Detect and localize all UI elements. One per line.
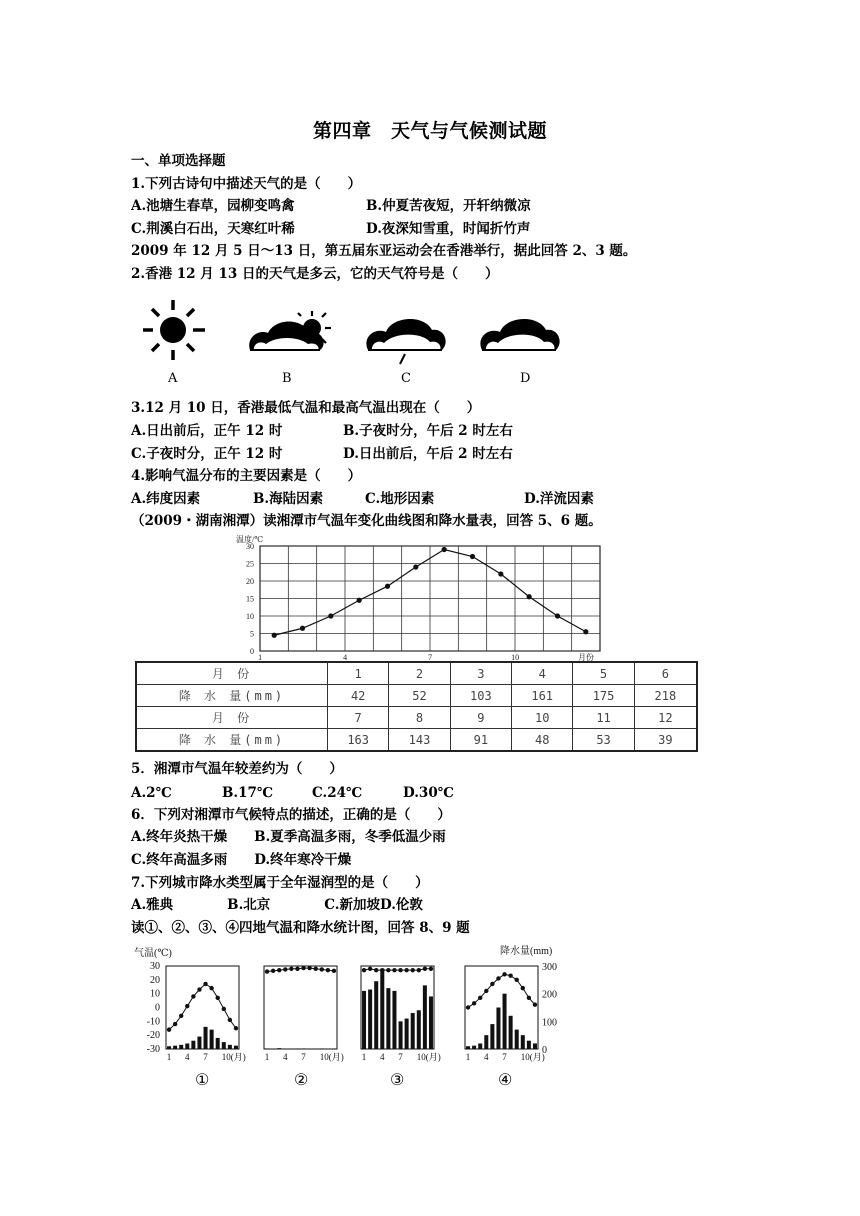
precip-bar [210, 1030, 214, 1049]
data-point [300, 626, 305, 631]
q4-option-d: D.洋流因素 [524, 491, 594, 507]
q6-options-ab: A.终年炎热干燥 B.夏季高温多雨，冬季低温少雨 [131, 829, 446, 845]
x-tick-label: 1 [465, 1052, 471, 1062]
q5-option-d: D.30℃ [403, 785, 454, 801]
table-cell: 42 [328, 685, 389, 707]
precip-bar [484, 1035, 488, 1049]
precip-bar [503, 994, 507, 1049]
temp-point [368, 967, 372, 971]
table-cell: 91 [450, 729, 511, 752]
intro-q8-q9: 读①、②、③、④四地气温和降水统计图，回答 8、9 题 [131, 920, 470, 936]
temp-point [380, 968, 384, 972]
temp-point [423, 967, 427, 971]
x-tick-label: 10 [511, 653, 520, 662]
table-row [136, 685, 697, 707]
temp-point [320, 967, 324, 971]
y2-tick-label: 0 [542, 1045, 547, 1056]
y2-tick-label: 100 [542, 1017, 557, 1029]
temp-point [216, 996, 220, 1000]
table-cell: 2 [389, 662, 450, 685]
symbol-label-c: C [401, 371, 411, 386]
question-1-stem: 1.下列古诗句中描述天气的是（ ） [131, 176, 362, 192]
y-tick-label: 5 [250, 629, 254, 639]
table-cell: 175 [573, 685, 634, 707]
data-point [470, 554, 475, 559]
intro-q2-q3: 2009 年 12 月 5 日～13 日，第五届东亚运动会在香港举行，据此回答 2、3 题。 [131, 243, 637, 259]
temp-point [295, 967, 299, 971]
data-point [413, 564, 418, 569]
table-cell: 163 [328, 729, 389, 752]
precip-bar [521, 1035, 525, 1049]
x-tick-label: 4 [283, 1052, 288, 1062]
precip-bar [496, 1008, 500, 1050]
temp-point [307, 966, 311, 970]
x-tick-label: 7 [502, 1052, 507, 1062]
y2-tick-label: 300 [542, 962, 557, 973]
chart-frame [465, 966, 538, 1049]
y-tick-label: -30 [146, 1044, 160, 1055]
y-tick-label: 0 [250, 647, 254, 656]
precip-bar [466, 1046, 470, 1049]
table-header-precip: 降 水 量(mm) [136, 685, 328, 707]
precip-bar [191, 1041, 195, 1049]
x-tick-label: 10(月) [319, 1052, 344, 1062]
x-tick-label: 7 [203, 1052, 208, 1062]
precip-bar [392, 991, 396, 1049]
precip-bar [185, 1043, 189, 1049]
x-tick-label: 10(月) [221, 1052, 246, 1062]
x-tick-label: 7 [398, 1052, 403, 1062]
table-cell: 4 [512, 662, 573, 685]
y-tick-label: 0 [155, 1002, 160, 1014]
precip-bar [173, 1046, 177, 1049]
q4-option-b: B.海陆因素 [253, 491, 324, 507]
temp-point [197, 987, 201, 991]
chart-label-3: ③ [390, 1070, 405, 1089]
table-cell: 11 [573, 707, 634, 729]
temp-point [478, 996, 482, 1000]
q1-option-d: D.夜深知雪重，时闻折竹声 [366, 221, 531, 237]
precip-bar [429, 996, 433, 1049]
temp-point [404, 968, 408, 972]
precip-bar [222, 1042, 226, 1049]
table-cell: 5 [573, 662, 634, 685]
precip-bar [417, 1010, 421, 1049]
x-tick-label: 7 [301, 1052, 306, 1062]
precip-bar [405, 1019, 409, 1049]
cloud-rain-icon [366, 319, 445, 364]
table-cell: 12 [634, 707, 697, 729]
temp-point [185, 1004, 189, 1008]
temp-point [283, 967, 287, 971]
y-tick-label: 30 [150, 961, 160, 972]
q5-option-c: C.24℃ [312, 785, 363, 801]
data-point [442, 547, 447, 552]
x-tick-label: 1 [166, 1052, 172, 1062]
table-cell: 7 [328, 707, 389, 729]
y2-tick-label: 200 [542, 989, 557, 1001]
question-7-stem: 7.下列城市降水类型属于全年湿润型的是（ ） [131, 875, 429, 891]
data-point [527, 594, 532, 599]
precip-bar [216, 1038, 220, 1049]
q1-option-b: B.仲夏苦夜短，开轩纳微凉 [366, 198, 531, 214]
table-row [136, 707, 697, 729]
table-cell: 143 [389, 729, 450, 752]
precip-bar [374, 981, 378, 1049]
x-tick-label: 1 [264, 1052, 270, 1062]
y-tick-label: 30 [246, 542, 254, 551]
y-tick-label: 10 [150, 988, 160, 1000]
table-cell: 8 [389, 707, 450, 729]
temp-point [521, 986, 525, 990]
x-tick-label: 4 [380, 1052, 385, 1062]
x-axis-label: 月份 [578, 653, 594, 662]
precip-bar [411, 1013, 415, 1049]
x-tick-label: 4 [343, 653, 348, 662]
y-axis-label: 温度/℃ [236, 535, 264, 544]
precip-bar [277, 1048, 281, 1049]
data-point [385, 584, 390, 589]
q3-option-d: D.日出前后，午后 2 时左右 [343, 446, 513, 462]
precip-bar [380, 969, 384, 1049]
temp-point [265, 969, 269, 973]
precip-bar [265, 1048, 269, 1049]
table-cell: 3 [450, 662, 511, 685]
y-tick-label: 20 [150, 974, 160, 986]
table-cell: 9 [450, 707, 511, 729]
temp-point [484, 989, 488, 993]
question-6-stem: 6．下列对湘潭市气候特点的描述，正确的是（ ） [131, 807, 451, 823]
chart-frame [166, 966, 239, 1049]
q6-options-cd: C.终年高温多雨 D.终年寒冷干燥 [131, 852, 352, 868]
intro-q5-q6: （2009・湖南湘潭）读湘潭市气温年变化曲线图和降水量表，回答 5、6 题。 [131, 513, 602, 529]
data-point [583, 629, 588, 634]
climate-charts [128, 940, 588, 1068]
data-point [272, 633, 277, 638]
q3-option-b: B.子夜时分，午后 2 时左右 [343, 423, 513, 439]
chart-label-2: ② [294, 1070, 309, 1089]
temp-point [398, 968, 402, 972]
precip-bar [167, 1046, 171, 1049]
temperature-line [169, 984, 236, 1030]
table-cell: 39 [634, 729, 697, 752]
precip-bar [515, 1030, 519, 1049]
table-cell: 161 [512, 685, 573, 707]
q3-option-c: C.子夜时分，正午 12 时 [131, 446, 283, 462]
temp-point [179, 1014, 183, 1018]
temp-point [271, 969, 275, 973]
temp-point [527, 996, 531, 1000]
y-axis-label: 气温(℃) [134, 948, 172, 959]
temp-point [496, 976, 500, 980]
symbol-label-b: B [282, 371, 292, 386]
precip-bar [478, 1043, 482, 1049]
precip-bar [368, 990, 372, 1049]
weather-symbols [130, 292, 570, 370]
precip-bar [423, 985, 427, 1049]
table-header-month: 月 份 [136, 707, 328, 729]
precip-bar [228, 1045, 232, 1049]
q1-option-a: A.池塘生春草，园柳变鸣禽 [131, 198, 295, 214]
temp-point [429, 967, 433, 971]
temp-point [392, 968, 396, 972]
temp-point [386, 968, 390, 972]
table-cell: 52 [389, 685, 450, 707]
precip-bar [295, 1048, 299, 1049]
question-3-stem: 3.12 月 10 日，香港最低气温和最高气温出现在（ ） [131, 400, 481, 416]
y-tick-label: -10 [146, 1016, 160, 1028]
precip-bar [533, 1043, 537, 1049]
y-tick-label: 25 [246, 559, 254, 569]
question-4-stem: 4.影响气温分布的主要因素是（ ） [131, 468, 362, 484]
data-point [498, 571, 503, 576]
temp-point [301, 966, 305, 970]
temp-point [533, 1003, 537, 1007]
precipitation-table [135, 661, 698, 752]
temp-point [289, 967, 293, 971]
precip-bar [399, 1021, 403, 1049]
temp-point [234, 1026, 238, 1030]
temp-point [173, 1022, 177, 1026]
temp-point [277, 968, 281, 972]
question-2-stem: 2.香港 12 月 13 日的天气是多云，它的天气符号是（ ） [131, 266, 499, 282]
x-tick-label: 1 [258, 653, 263, 662]
precip-bar [509, 1016, 513, 1049]
table-cell: 53 [573, 729, 634, 752]
temp-point [508, 973, 512, 977]
q3-option-a: A.日出前后，正午 12 时 [131, 423, 283, 439]
question-5-stem: 5．湘潭市气温年较差约为（ ） [131, 761, 343, 777]
x-tick-label: 1 [361, 1052, 367, 1062]
chart-label-4: ④ [498, 1070, 513, 1089]
q4-option-a: A.纬度因素 [131, 491, 201, 507]
table-cell: 1 [328, 662, 389, 685]
precip-bar [197, 1037, 201, 1049]
precip-bar [234, 1046, 238, 1049]
symbol-label-d: D [520, 371, 531, 386]
data-point [555, 613, 560, 618]
temperature-line [468, 974, 535, 1007]
y2-axis-label: 降水量(mm) [500, 946, 553, 957]
table-cell: 103 [450, 685, 511, 707]
table-cell: 6 [634, 662, 697, 685]
temp-point [167, 1027, 171, 1031]
temp-point [502, 972, 506, 976]
partly-cloudy-icon [249, 311, 331, 350]
precip-bar [490, 1024, 494, 1049]
temp-point [472, 1001, 476, 1005]
x-tick-label: 10(月) [520, 1052, 545, 1062]
table-cell: 10 [512, 707, 573, 729]
precip-bar [386, 988, 390, 1049]
symbol-label-a: A [168, 371, 178, 386]
q5-option-a: A.2℃ [131, 785, 172, 801]
precip-bar [320, 1048, 324, 1049]
cloud-icon [480, 319, 559, 350]
q7-options: A.雅典 B.北京 C.新加坡D.伦敦 [131, 897, 423, 913]
table-row [136, 662, 697, 685]
precip-bar [204, 1027, 208, 1049]
x-tick-label: 10(月) [416, 1052, 441, 1062]
q5-option-b: B.17℃ [222, 785, 274, 801]
temperature-line-chart [228, 534, 608, 662]
q1-option-c: C.荆溪白石出，天寒红叶稀 [131, 221, 295, 237]
precip-bar [362, 991, 366, 1049]
y-tick-label: -20 [146, 1030, 160, 1042]
temp-point [191, 994, 195, 998]
temp-point [490, 982, 494, 986]
data-point [357, 598, 362, 603]
y-tick-label: 20 [246, 577, 254, 586]
precip-bar [302, 1048, 306, 1049]
temp-point [332, 969, 336, 973]
page-title: 第四章 天气与气候测试题 [312, 120, 547, 142]
precip-bar [527, 1041, 531, 1049]
precip-bar [332, 1048, 336, 1049]
table-header-precip: 降 水 量(mm) [136, 729, 328, 752]
table-row [136, 729, 697, 752]
section-heading: 一、单项选择题 [131, 153, 226, 169]
table-cell: 218 [634, 685, 697, 707]
data-point [328, 613, 333, 618]
temp-point [228, 1018, 232, 1022]
temp-point [326, 968, 330, 972]
temp-point [203, 982, 207, 986]
x-tick-label: 7 [428, 653, 433, 662]
table-header-month: 月 份 [136, 662, 328, 685]
y-tick-label: 15 [246, 594, 254, 604]
temp-point [222, 1007, 226, 1011]
temp-point [417, 968, 421, 972]
sun-icon [143, 300, 205, 360]
temp-point [411, 968, 415, 972]
temp-point [209, 986, 213, 990]
temp-point [362, 968, 366, 972]
precip-bar [472, 1046, 476, 1049]
temp-point [466, 1005, 470, 1009]
y-tick-label: 10 [246, 612, 254, 621]
chart-frame [264, 966, 337, 1049]
chart-label-1: ① [195, 1070, 210, 1089]
table-cell: 48 [512, 729, 573, 752]
x-tick-label: 4 [185, 1052, 190, 1062]
q4-option-c: C.地形因素 [365, 491, 435, 507]
temp-point [314, 967, 318, 971]
precip-bar [179, 1045, 183, 1049]
temp-point [374, 968, 378, 972]
x-tick-label: 4 [484, 1052, 489, 1062]
temp-point [515, 978, 519, 982]
